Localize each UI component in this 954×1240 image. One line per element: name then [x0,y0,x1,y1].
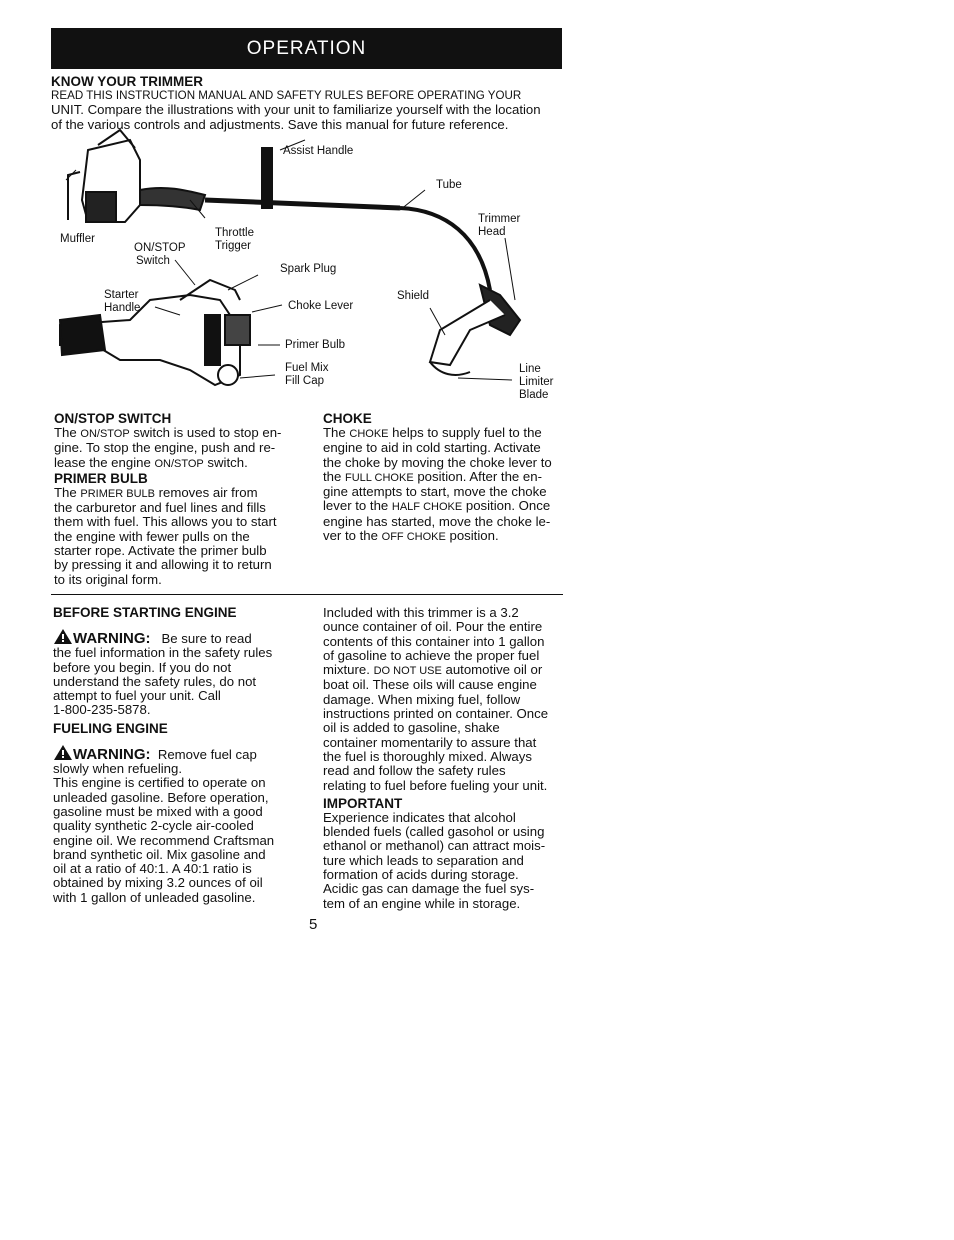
primer-line-6: by pressing it and allowing it to return [54,557,272,573]
included-line-4: of gasoline to achieve the proper fuel [323,647,540,663]
primer-line-7: to its original form. [54,571,162,587]
included-line-5: mixture. DO NOT USE automotive oil or [323,662,543,678]
label-fuel-mix-fill-cap: Fuel Mix Fill Cap [285,362,329,387]
important-line-6: Acidic gas can damage the fuel sys- [323,881,535,897]
primer-line-5: starter rope. Activate the primer bulb [54,543,267,559]
banner-title: OPERATION [246,37,367,59]
know-heading: KNOW YOUR TRIMMER [51,74,203,89]
included-line-7: damage. When mixing fuel, follow [323,691,521,707]
label-shield: Shield [397,290,429,302]
label-starter-handle: Starter Handle [104,289,141,314]
before-warning [53,628,313,646]
know-line-2: UNIT. Compare the illustrations with your unit to familiarize yourself with the location [51,102,541,118]
included-line-13: relating to fuel before fueling your unit. [323,777,548,793]
before-line-1: the fuel information in the safety rules [53,645,273,661]
included-line-9: oil is added to gasoline, shake [323,720,500,736]
included-line-11: the fuel is thoroughly mixed. Always [323,748,532,764]
label-choke-lever: Choke Lever [288,300,354,312]
primer-line-4: the engine with fewer pulls on the [54,528,250,544]
choke-line-7: engine has started, move the choke le- [323,513,551,529]
important-heading: IMPORTANT [323,795,403,811]
fueling-line-6: engine oil. We recommend Craftsman [53,832,275,848]
choke-line-4: the FULL CHOKE position. After the en- [323,468,542,484]
label-line-limiter-blade: Line Limiter Blade [519,363,554,401]
choke-line-2: engine to aid in cold starting. Activate [323,440,541,456]
important-line-2: blended fuels (called gasohol or using [323,824,545,840]
know-line-3: of the various controls and adjustments. Save this manual for future reference. [51,116,509,132]
primer-line-3: them with fuel. This allows you to start [54,514,277,530]
included-line-2: ounce container of oil. Pour the entire [323,619,543,635]
choke-heading: CHOKE [323,411,372,426]
important-line-4: ture which leads to separation and [323,852,524,868]
before-line-4: attempt to fuel your unit. Call [53,688,221,704]
onstop-line-3: lease the engine ON/STOP switch. [54,454,248,470]
included-line-8: instructions printed on container. Once [323,706,549,722]
important-line-1: Experience indicates that alcohol [323,809,516,825]
before-heading: BEFORE STARTING ENGINE [53,605,237,620]
fueling-line-10: with 1 gallon of unleaded gasoline. [53,889,256,905]
before-line-3: understand the safety rules, do not [53,673,257,689]
fueling-warning-label: WARNING: [73,745,151,763]
label-trimmer-head: Trimmer Head [478,213,521,238]
label-throttle-trigger: Throttle Trigger [215,227,254,252]
choke-column [323,411,573,544]
fueling-line-8: oil at a ratio of 40:1. A 40:1 ratio is [53,861,252,877]
choke-line-6: lever to the HALF CHOKE position. Once [323,498,551,514]
label-assist-handle: Assist Handle [283,145,354,157]
included-line-10: container momentarily to assure that [323,734,537,750]
important-line-5: formation of acids during storage. [323,867,519,883]
before-warning-text: Be sure to read [161,631,252,646]
onstop-line-2: gine. To stop the engine, push and re- [54,440,276,456]
fueling-line-1: slowly when refueling. [53,761,183,777]
before-line-2: before you begin. If you do not [53,659,232,675]
important-line-7: tem of an engine while in storage. [323,895,521,911]
primer-heading: PRIMER BULB [54,470,148,486]
included-line-6: boat oil. These oils will cause engine [323,677,537,693]
before-warning-label: WARNING: [73,630,151,647]
section-divider [51,594,563,595]
know-line-1: READ THIS INSTRUCTION MANUAL AND SAFETY RULES BEFORE OPERATING YOUR [51,89,522,102]
fueling-line-2: This engine is certified to operate on [53,775,266,791]
label-muffler: Muffler [60,233,95,245]
included-important-column [323,606,583,911]
choke-line-8: ver to the OFF CHOKE position. [323,528,499,544]
trimmer-diagram [0,0,954,420]
primer-line-1: The PRIMER BULB removes air from [54,484,258,500]
fueling-warning [53,744,313,762]
label-tube: Tube [436,179,462,191]
fueling-line-4: gasoline must be mixed with a good [53,803,263,819]
fueling-heading: FUELING ENGINE [53,720,168,736]
important-line-3: ethanol or methanol) can attract mois- [323,838,546,854]
primer-line-2: the carburetor and fuel lines and fills [54,500,266,516]
before-starting-column [53,605,313,905]
choke-line-5: gine attempts to start, move the choke [323,484,547,500]
included-line-1: Included with this trimmer is a 3.2 [323,605,519,620]
label-primer-bulb: Primer Bulb [285,339,346,351]
included-line-12: read and follow the safety rules [323,763,506,779]
label-spark-plug: Spark Plug [280,263,337,275]
choke-line-3: the choke by moving the choke lever to [323,454,552,470]
onstop-primer-column [54,411,314,587]
label-onstop-switch: ON/STOP Switch [134,242,186,267]
included-line-3: contents of this container into 1 gallon [323,633,545,649]
fueling-line-5: quality synthetic 2-cycle air-cooled [53,818,254,834]
before-line-5: 1-800-235-5878. [53,702,151,718]
fueling-line-7: brand synthetic oil. Mix gasoline and [53,846,266,862]
fueling-warning-text: Remove fuel cap [157,746,257,762]
fueling-line-3: unleaded gasoline. Before operation, [53,789,269,805]
warning-icon [53,744,73,761]
onstop-heading: ON/STOP SWITCH [54,411,172,426]
choke-line-1: The CHOKE helps to supply fuel to the [323,425,542,440]
onstop-line-1: The ON/STOP switch is used to stop en- [54,425,282,440]
warning-icon [53,628,73,645]
page-number: 5 [309,916,318,933]
fueling-line-9: obtained by mixing 3.2 ounces of oil [53,875,263,891]
